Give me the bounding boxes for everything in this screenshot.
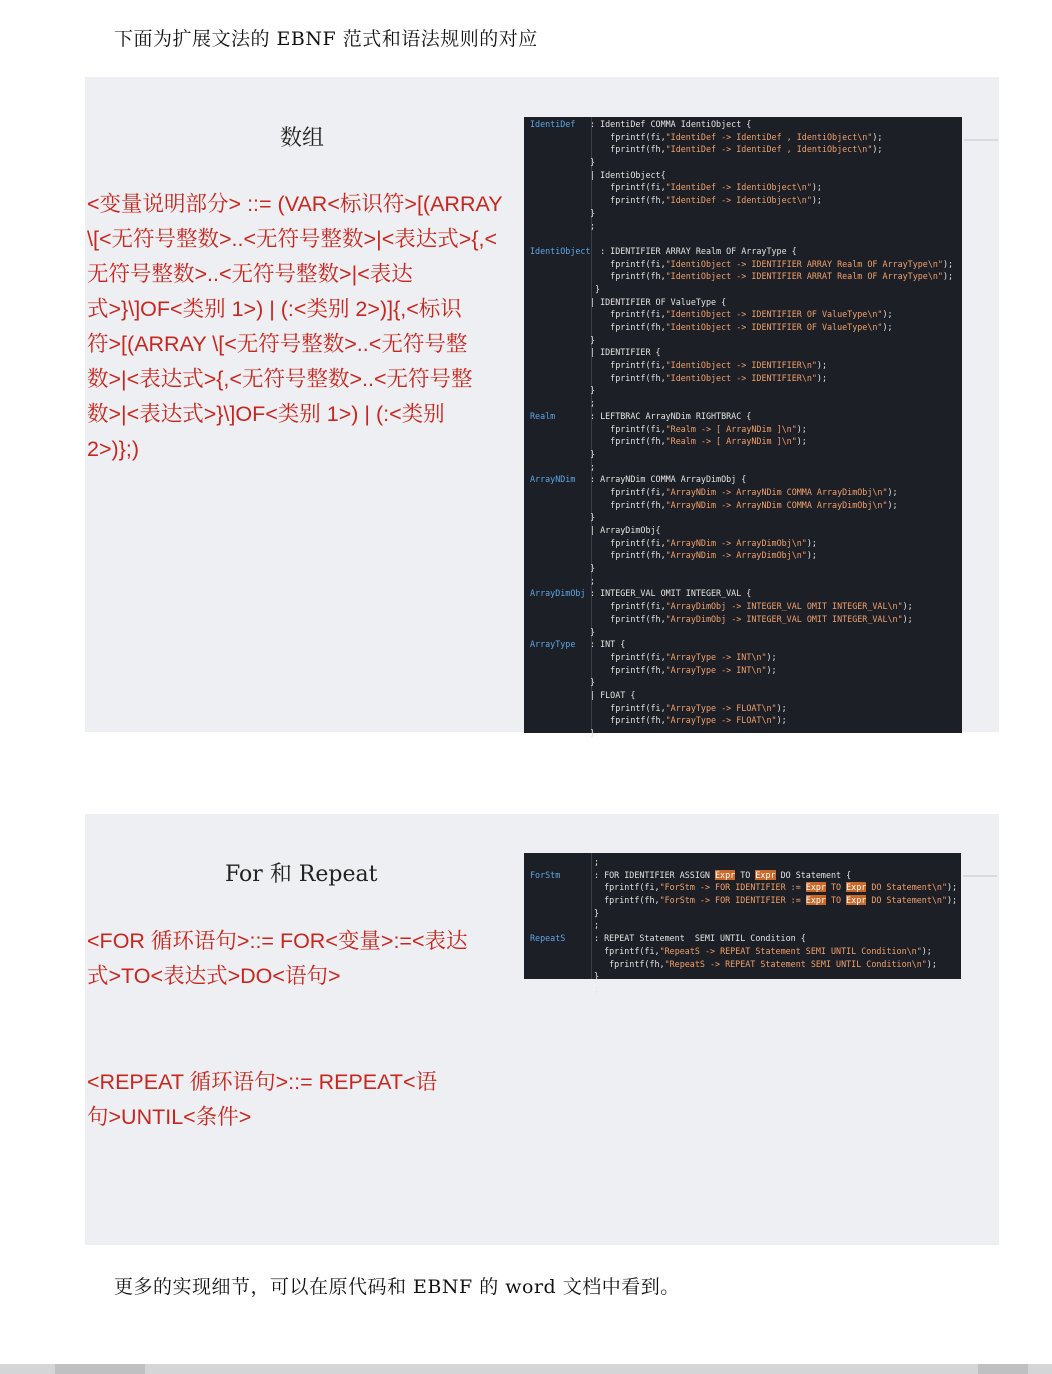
code-rule-label: ForStm xyxy=(530,869,561,880)
code-text: ; xyxy=(594,920,600,931)
code-line xyxy=(524,727,962,740)
code-line xyxy=(524,613,962,626)
code-line xyxy=(524,562,962,575)
code-text: : INT { xyxy=(590,639,626,650)
code-text: fprintf(fi,"IdentiObject -> IDENTIFIER OF ValueType\n"); xyxy=(590,309,893,320)
outro-text: 更多的实现细节，可以在原代码和 EBNF 的 word 文档中看到。 xyxy=(114,1276,680,1298)
code-line xyxy=(524,689,962,702)
code-line xyxy=(524,473,962,486)
code-line xyxy=(524,384,962,397)
for-repeat-code-screenshot xyxy=(524,853,961,994)
code-line xyxy=(524,321,962,334)
code-line xyxy=(524,651,962,664)
code-line xyxy=(524,156,962,169)
code-line xyxy=(524,448,962,461)
code-line xyxy=(524,856,961,869)
code-rule-label: Realm xyxy=(530,410,556,421)
rule-line: 句>UNTIL<条件> xyxy=(87,1105,252,1129)
code-text: } xyxy=(590,157,596,168)
array-rule xyxy=(87,187,503,467)
code-text: fprintf(fh,"IdentiDef -> IdentiDef , IdentiObject\n"); xyxy=(590,144,883,155)
rule-line: 2>)};) xyxy=(87,437,139,461)
rule-line: 无符号整数>..<无符号整数>|<表达 xyxy=(87,262,413,286)
code-text: fprintf(fh,"RepeatS -> REPEAT Statement SEMI UNTIL Condition\n"); xyxy=(594,958,937,969)
for-rule xyxy=(87,924,468,994)
code-text: fprintf(fh,"ArrayType -> FLOAT\n"); xyxy=(590,715,787,726)
code-line xyxy=(524,131,962,144)
code-rule-label: RepeatS xyxy=(530,933,566,944)
code-line xyxy=(524,423,962,436)
code-line xyxy=(524,932,961,945)
code-text: } xyxy=(590,283,601,294)
code-text: } xyxy=(590,207,596,218)
code-line xyxy=(524,983,961,996)
code-line xyxy=(524,207,962,220)
scrollbar-track-right xyxy=(978,1364,1028,1374)
code-text: fprintf(fi,"IdentiObject -> IDENTIFIER\n"); xyxy=(590,360,827,371)
code-line xyxy=(524,308,962,321)
array-section xyxy=(85,77,999,738)
rule-line: 数>|<表达式>{,<无符号整数>..<无符号整 xyxy=(87,367,473,391)
code-rule-label: ArrayNDim xyxy=(530,474,576,485)
code-line xyxy=(524,638,962,651)
code-text: fprintf(fi,"RepeatS -> REPEAT Statement SEMI UNTIL Condition\n"); xyxy=(594,945,932,956)
code-text: fprintf(fh,"ArrayType -> INT\n"); xyxy=(590,664,777,675)
code-text: : INTEGER_VAL OMIT INTEGER_VAL { xyxy=(590,588,752,599)
code-text: fprintf(fh,"IdentiObject -> IDENTIFIER OF ValueType\n"); xyxy=(590,322,893,332)
code-text: fprintf(fi,"ArrayType -> FLOAT\n"); xyxy=(590,702,787,713)
edge-line xyxy=(964,139,998,141)
code-line xyxy=(524,499,962,512)
code-line xyxy=(524,919,961,932)
code-text: fprintf(fh,"ArrayNDim -> ArrayNDim COMMA ArrayDimObj\n"); xyxy=(590,499,898,510)
code-text: | FLOAT { xyxy=(590,689,636,700)
code-rule-label: IdentiObject xyxy=(530,245,591,256)
code-line xyxy=(524,346,962,359)
section-title-array: 数组 xyxy=(280,126,325,151)
rule-line: <变量说明部分> ::= (VAR<标识符>[(ARRAY xyxy=(87,192,503,216)
code-rule-label: ArrayDimObj xyxy=(530,588,586,599)
edge-line xyxy=(963,875,997,877)
code-text: | IdentiObject{ xyxy=(590,169,666,180)
code-line xyxy=(524,524,962,537)
code-text: } xyxy=(590,512,596,523)
rule-line: 式>}\]OF<类别 1>) | (:<类别 2>)]{,<标识 xyxy=(87,297,462,321)
rule-line: <REPEAT 循环语句>::= REPEAT<语 xyxy=(87,1070,438,1094)
code-line xyxy=(524,881,961,894)
code-text: } xyxy=(590,334,596,345)
code-line xyxy=(524,118,962,131)
code-line xyxy=(524,626,962,639)
code-line xyxy=(524,232,962,245)
code-text: fprintf(fh,"ArrayNDim -> ArrayDimObj\n"); xyxy=(590,550,817,561)
code-text: } xyxy=(590,626,596,637)
rule-line: \[<无符号整数>..<无符号整数>|<表达式>{,< xyxy=(87,227,498,251)
code-text: fprintf(fh,"ArrayDimObj -> INTEGER_VAL OMIT INTEGER_VAL\n"); xyxy=(590,613,913,624)
repeat-rule xyxy=(87,1065,437,1135)
code-line xyxy=(524,907,961,920)
code-text: } xyxy=(590,563,596,574)
array-code-screenshot xyxy=(524,117,962,738)
code-text: } xyxy=(590,448,596,459)
rule-line: 数>|<表达式>}\]OF<类别 1>) | (:<类别 xyxy=(87,402,445,426)
code-line xyxy=(524,143,962,156)
code-text: fprintf(fh,"ForStm -> FOR IDENTIFIER := Expr TO Expr DO Statement\n"); xyxy=(594,895,958,906)
code-text: fprintf(fi,"Realm -> [ ArrayNDim ]\n"); xyxy=(590,423,807,434)
rule-line: <FOR 循环语句>::= FOR<变量>:=<表达 xyxy=(87,929,468,953)
for-repeat-section xyxy=(85,814,999,1245)
code-line xyxy=(524,970,961,983)
code-rule-label: ArrayType xyxy=(530,639,576,650)
code-line xyxy=(524,258,962,271)
code-text: ; xyxy=(594,857,600,867)
code-line xyxy=(524,486,962,499)
code-text: } xyxy=(594,907,600,918)
code-line xyxy=(524,220,962,233)
code-line xyxy=(524,511,962,524)
code-text: | IDENTIFIER { xyxy=(590,347,661,358)
rule-line: 符>[(ARRAY \[<无符号整数>..<无符号整 xyxy=(87,332,468,356)
code-line xyxy=(524,359,962,372)
code-text: } xyxy=(594,971,600,982)
code-line xyxy=(524,958,961,971)
code-text: ; xyxy=(590,398,596,409)
code-text: fprintf(fi,"IdentiDef -> IdentiObject\n"); xyxy=(590,182,822,193)
code-text: fprintf(fi,"ArrayType -> INT\n"); xyxy=(590,651,777,662)
code-line xyxy=(524,194,962,207)
rule-line: 式>TO<表达式>DO<语句> xyxy=(87,964,341,988)
code-text: } xyxy=(590,728,596,738)
code-line xyxy=(524,676,962,689)
code-text: } xyxy=(590,677,596,688)
code-line xyxy=(524,461,962,474)
code-line xyxy=(524,270,962,283)
code-line xyxy=(524,869,961,882)
code-text: ; xyxy=(590,461,596,472)
code-rule-label: IdentiDef xyxy=(530,119,576,129)
code-line xyxy=(524,945,961,958)
intro-text: 下面为扩展文法的 EBNF 范式和语法规则的对应 xyxy=(114,28,538,50)
code-line xyxy=(524,372,962,385)
code-text: fprintf(fi,"ForStm -> FOR IDENTIFIER := Expr TO Expr DO Statement\n"); xyxy=(594,882,958,893)
code-text: } xyxy=(590,385,596,396)
code-text: fprintf(fi,"IdentiDef -> IdentiDef , IdentiObject\n"); xyxy=(590,131,883,142)
code-text: : REPEAT Statement SEMI UNTIL Condition { xyxy=(594,933,806,944)
code-text: : LEFTBRAC ArrayNDim RIGHTBRAC { xyxy=(590,410,752,421)
code-line xyxy=(524,714,962,727)
code-line xyxy=(524,435,962,448)
code-text: fprintf(fh,"IdentiDef -> IdentiObject\n"); xyxy=(590,195,822,206)
code-line xyxy=(524,587,962,600)
code-line xyxy=(524,600,962,613)
code-text: : IdentiDef COMMA IdentiObject { xyxy=(590,119,752,129)
code-line xyxy=(524,334,962,347)
code-line xyxy=(524,397,962,410)
code-text: : ArrayNDim COMMA ArrayDimObj { xyxy=(590,474,747,485)
code-line xyxy=(524,702,962,715)
code-line xyxy=(524,169,962,182)
horizontal-scrollbar[interactable] xyxy=(0,1364,1052,1374)
code-text: fprintf(fi,"ArrayDimObj -> INTEGER_VAL OMIT INTEGER_VAL\n"); xyxy=(590,601,913,612)
code-line xyxy=(524,181,962,194)
code-line xyxy=(524,410,962,423)
code-line xyxy=(524,575,962,588)
code-line xyxy=(524,245,962,258)
code-line xyxy=(524,283,962,296)
code-text: : IDENTIFIER ARRAY Realm OF ArrayType { xyxy=(590,245,797,256)
code-line xyxy=(524,894,961,907)
code-text: fprintf(fi,"ArrayNDim -> ArrayNDim COMMA ArrayDimObj\n"); xyxy=(590,486,898,497)
code-line xyxy=(524,537,962,550)
code-text: fprintf(fh,"Realm -> [ ArrayNDim ]\n"); xyxy=(590,436,807,447)
section-title-for-repeat: For 和 Repeat xyxy=(225,862,378,887)
code-line xyxy=(524,664,962,677)
code-text: fprintf(fh,"IdentiObject -> IDENTIFIER ARRAT Realm OF ArrayType\n"); xyxy=(590,271,954,282)
code-line xyxy=(524,296,962,309)
code-text: | ArrayDimObj{ xyxy=(590,525,661,535)
scrollbar-track-left xyxy=(55,1364,145,1374)
code-text: ; xyxy=(590,220,596,231)
code-text: fprintf(fi,"IdentiObject -> IDENTIFIER ARRAY Realm OF ArrayType\n"); xyxy=(590,258,954,269)
code-text: fprintf(fi,"ArrayNDim -> ArrayDimObj\n"); xyxy=(590,537,817,548)
code-text: : FOR IDENTIFIER ASSIGN Expr TO Expr DO Statement { xyxy=(594,869,852,880)
code-text: ; xyxy=(590,575,596,586)
code-text: | IDENTIFIER OF ValueType { xyxy=(590,296,727,307)
code-text: fprintf(fh,"IdentiObject -> IDENTIFIER\n"); xyxy=(590,372,827,383)
code-text: ; xyxy=(594,983,600,994)
code-line xyxy=(524,549,962,562)
